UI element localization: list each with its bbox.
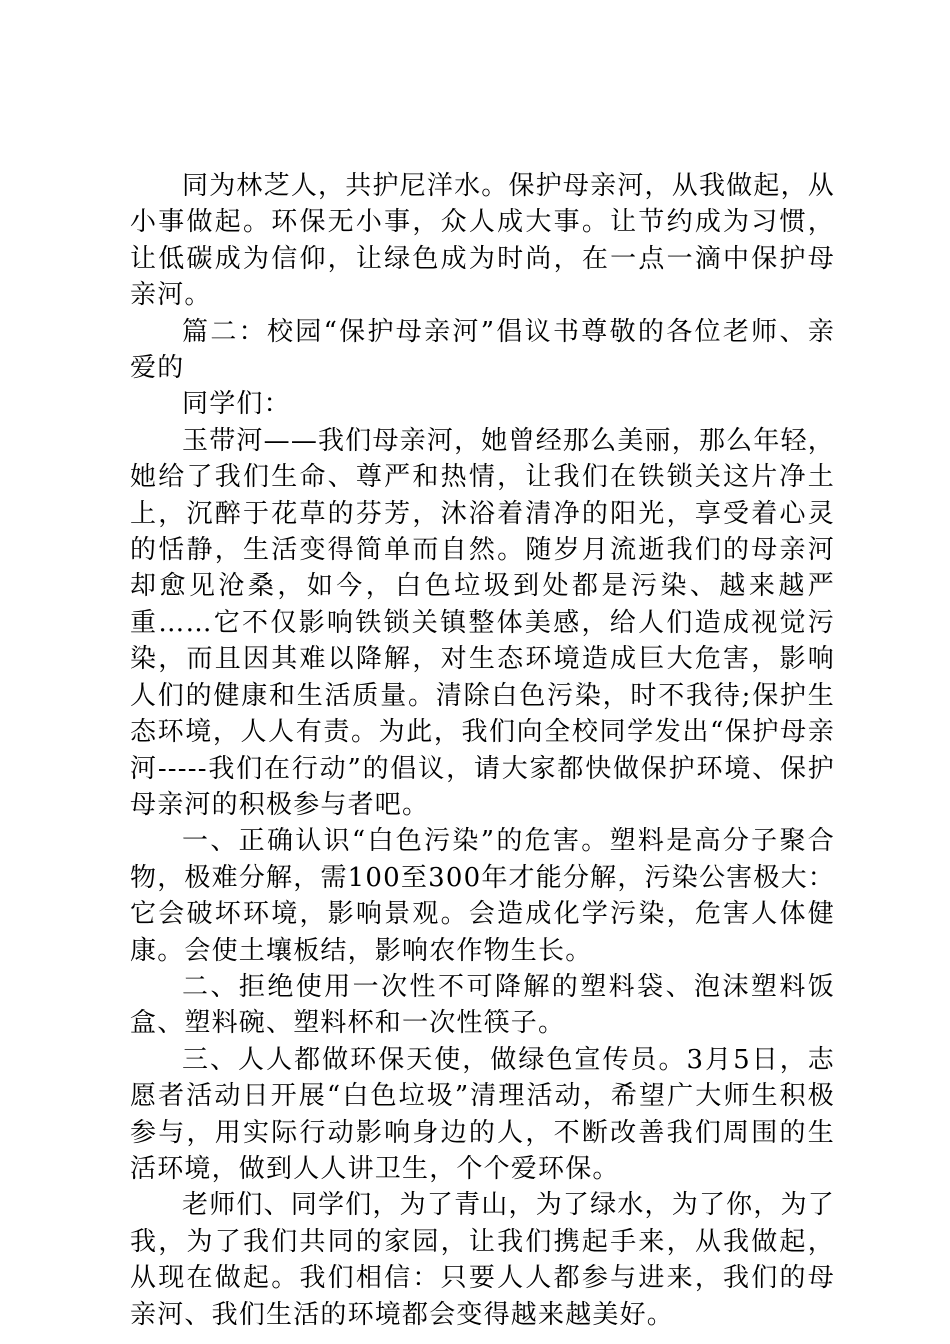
paragraph-conclusion: 老师们、同学们，为了青山，为了绿水，为了你，为了我，为了我们共同的家园，让我们携起手来，从我做起，从现在做起。我们相信：只要人人都参与进来，我们的母亲河、我们生活的环境都会变得越来越美好。 (130, 1190, 835, 1330)
paragraph-salutation: 同学们： (182, 389, 291, 420)
document-body (130, 168, 835, 1333)
paragraph-point-one: 一、正确认识“白色污染”的危害。塑料是高分子聚合物，极难分解，需100至300年才能分解，污染公害极大：它会破坏环境，影响景观。会造成化学污染，危害人体健康。会使土壤板结，影响农作物生长。 (130, 826, 835, 966)
paragraph-closing-slogan: 同为林芝人，共护尼洋水。保护母亲河，从我做起，从小事做起。环保无小事，众人成大事。让节约成为习惯，让低碳成为信仰，让绿色成为时尚，在一点一滴中保护母亲河。 (130, 171, 835, 311)
paragraph-point-three: 三、人人都做环保天使，做绿色宣传员。3月5日，志愿者活动日开展“白色垃圾”清理活动，希望广大师生积极参与，用实际行动影响身边的人，不断改善我们周围的生活环境，做到人人讲卫生，个个爱环保。 (130, 1044, 835, 1184)
paragraph-point-two: 二、拒绝使用一次性不可降解的塑料袋、泡沫塑料饭盒、塑料碗、塑料杯和一次性筷子。 (130, 971, 835, 1039)
paragraph-intro: 玉带河——我们母亲河，她曾经那么美丽，那么年轻，她给了我们生命、尊严和热情，让我们在铁锁关这片净土上，沉醉于花草的芬芳，沐浴着清净的阳光，享受着心灵的恬静，生活变得简单而自然。随岁月流逝我们的母亲河却愈见沧桑，如今，白色垃圾到处都是污染、越来越严重……它不仅影响铁锁关镇整体美感，给人们造成视觉污染，而且因其难以降解，对生态环境造成巨大危害，影响人们的健康和生活质量。清除白色污染，时不我待;保护生态环境，人人有责。为此，我们向全校同学发出“保护母亲河-----我们在行动”的倡议，请大家都快做保护环境、保护母亲河的积极参与者吧。 (130, 425, 835, 820)
paragraph-section-heading: 篇二：校园“保护母亲河”倡议书尊敬的各位老师、亲爱的 (130, 316, 835, 384)
